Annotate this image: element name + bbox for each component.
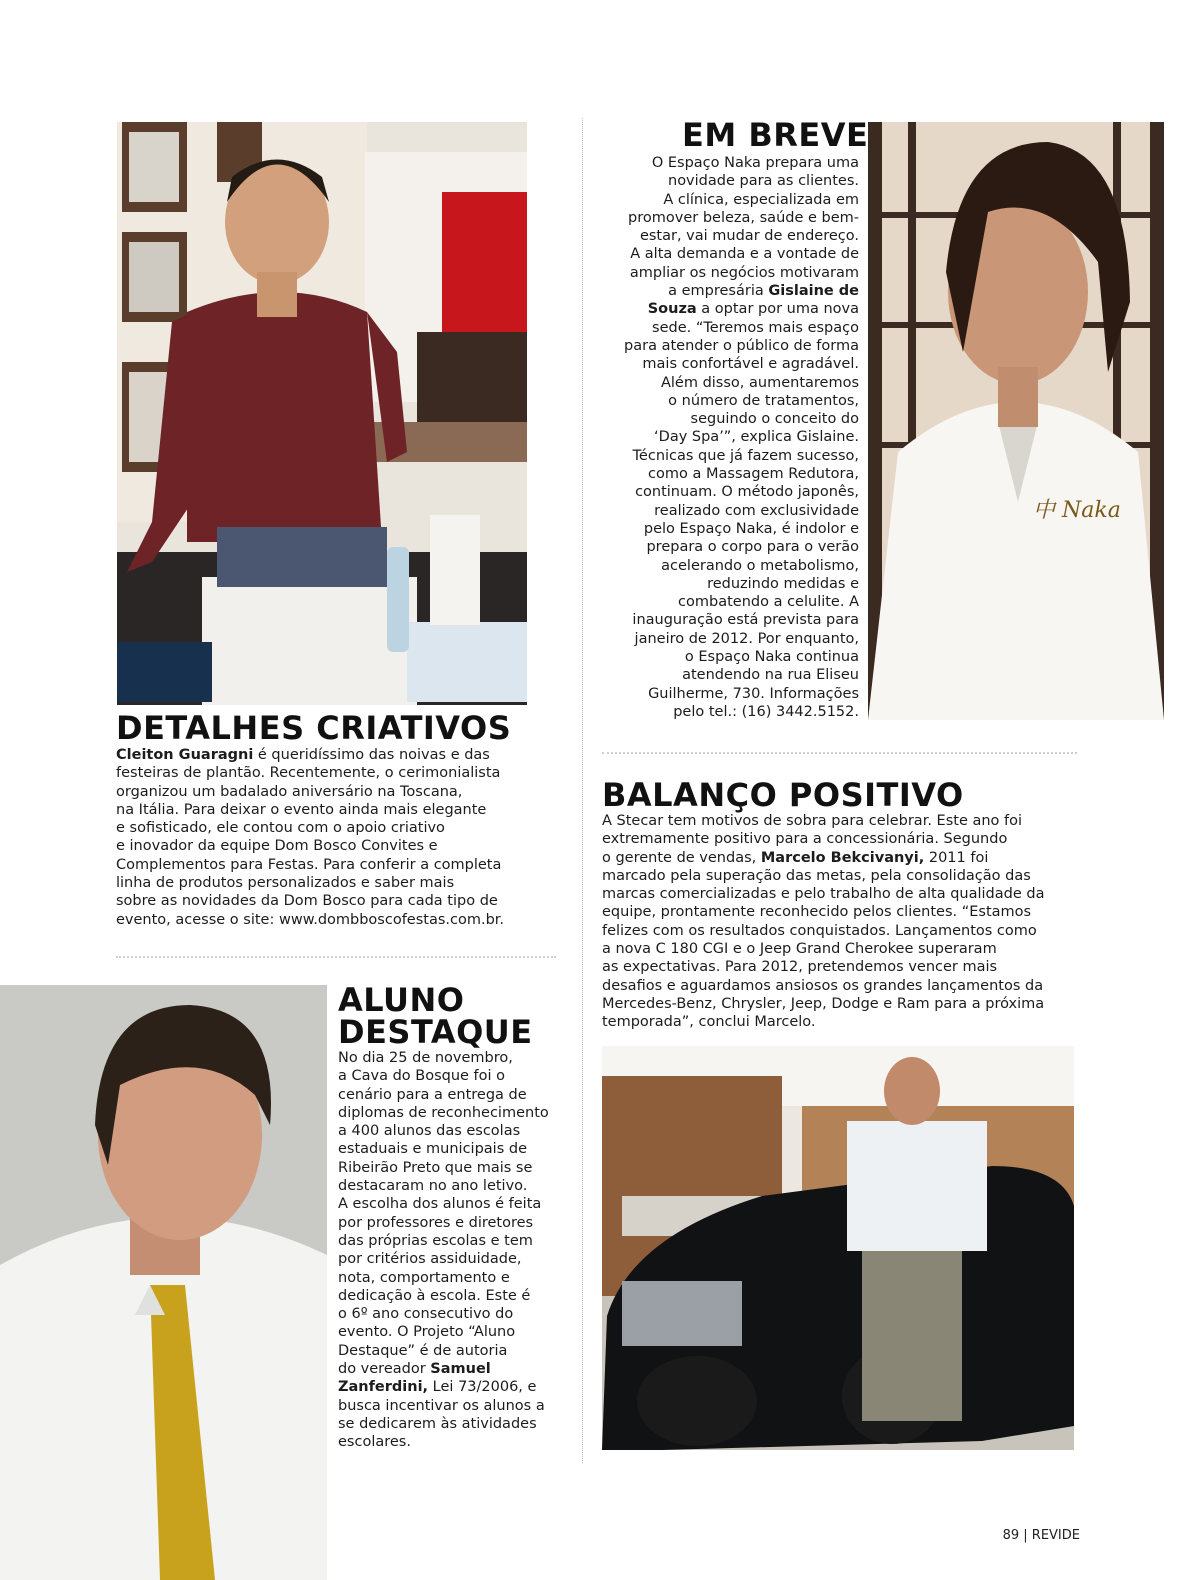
section-divider bbox=[602, 752, 1077, 754]
text-line bbox=[602, 922, 1044, 940]
text-segment: 2011 foi bbox=[924, 849, 989, 866]
text-segment: novidade para as clientes. bbox=[668, 173, 859, 190]
photo-gislaine-de-souza bbox=[868, 122, 1164, 720]
text-line bbox=[602, 958, 1044, 976]
bold-name: Zanferdini, bbox=[338, 1379, 429, 1396]
text-line bbox=[338, 1195, 549, 1213]
text-line bbox=[624, 502, 859, 520]
text-segment: Complementos para Festas. Para conferir a completa bbox=[116, 856, 502, 873]
text-line bbox=[338, 1214, 549, 1232]
text-line bbox=[338, 1323, 549, 1341]
text-segment: o Espaço Naka continua bbox=[684, 649, 859, 666]
photo-marcelo-bekcivanyi bbox=[602, 1046, 1074, 1450]
page-footer bbox=[1003, 1528, 1080, 1543]
page-number: 89 bbox=[1002, 1528, 1020, 1543]
text-segment: Além disso, aumentaremos bbox=[660, 374, 859, 391]
text-line bbox=[116, 746, 504, 764]
text-segment: Mercedes-Benz, Chrysler, Jeep, Dodge e Ram para a próxima bbox=[602, 995, 1045, 1012]
text-line bbox=[338, 1086, 549, 1104]
text-line bbox=[624, 630, 859, 648]
text-segment: a optar por uma nova bbox=[696, 301, 859, 318]
section-divider bbox=[116, 956, 556, 958]
text-line bbox=[338, 1305, 549, 1323]
text-segment: combatendo a celulite. A bbox=[678, 594, 859, 611]
text-segment: o número de tratamentos, bbox=[668, 392, 859, 409]
text-segment: escolares. bbox=[338, 1434, 411, 1451]
text-line bbox=[338, 1287, 549, 1305]
text-line bbox=[624, 319, 859, 337]
text-line bbox=[116, 783, 504, 801]
text-segment: O Espaço Naka prepara uma bbox=[651, 155, 859, 171]
text-segment: ‘Day Spa’”, explica Gislaine. bbox=[654, 429, 859, 446]
text-line bbox=[624, 685, 859, 703]
column-divider bbox=[582, 118, 583, 1463]
text-segment: seguindo o conceito do bbox=[690, 411, 859, 428]
text-line bbox=[624, 172, 859, 190]
text-segment: festeiras de plantão. Recentemente, o cerimonialista bbox=[116, 765, 501, 782]
text-line bbox=[116, 874, 504, 892]
text-segment: reduzindo medidas e bbox=[707, 575, 859, 592]
text-segment: promover beleza, saúde e bem- bbox=[628, 209, 859, 226]
text-line bbox=[624, 666, 859, 684]
text-line bbox=[624, 648, 859, 666]
text-segment: ampliar os negócios motivaram bbox=[629, 264, 859, 281]
text-segment: evento. O Projeto “Aluno bbox=[338, 1324, 516, 1341]
text-line bbox=[624, 575, 859, 593]
text-segment: pelo Espaço Naka, é indolor e bbox=[643, 520, 859, 537]
text-line bbox=[116, 764, 504, 782]
bold-name: Samuel bbox=[430, 1361, 491, 1378]
headline-detalhes-criativos: DETALHES CRIATIVOS bbox=[116, 709, 512, 747]
text-segment: busca incentivar os alunos a bbox=[338, 1397, 545, 1414]
article-aluno-body bbox=[338, 1049, 549, 1452]
text-segment: felizes com os resultados conquistados. Lançamentos como bbox=[602, 922, 1037, 939]
text-line bbox=[624, 209, 859, 227]
headline-line: ALUNO bbox=[338, 981, 465, 1019]
text-segment: Ribeirão Preto que mais se bbox=[338, 1159, 533, 1176]
text-line bbox=[116, 837, 504, 855]
text-line bbox=[338, 1049, 549, 1067]
text-line bbox=[116, 911, 504, 929]
headline-balanco-positivo: BALANÇO POSITIVO bbox=[602, 776, 964, 814]
text-line bbox=[624, 264, 859, 282]
text-line bbox=[338, 1122, 549, 1140]
text-segment: se dedicarem às atividades bbox=[338, 1415, 537, 1432]
text-segment: o 6º ano consecutivo do bbox=[338, 1306, 514, 1323]
text-segment: para atender o público de forma bbox=[624, 337, 859, 354]
article-detalhes-body bbox=[116, 746, 504, 929]
text-segment: na Itália. Para deixar o evento ainda mais elegante bbox=[116, 801, 487, 818]
text-line bbox=[602, 849, 1044, 867]
text-line bbox=[624, 538, 859, 556]
text-line bbox=[338, 1269, 549, 1287]
headline-aluno-destaque bbox=[338, 981, 533, 1051]
text-segment: Destaque” é de autoria bbox=[338, 1342, 508, 1359]
text-segment: diplomas de reconhecimento bbox=[338, 1104, 549, 1121]
text-line bbox=[116, 856, 504, 874]
text-segment: a 400 alunos das escolas bbox=[338, 1123, 521, 1140]
text-line bbox=[338, 1159, 549, 1177]
text-segment: equipe, prontamente reconhecido pelos clientes. “Estamos bbox=[602, 904, 1032, 921]
text-line bbox=[624, 465, 859, 483]
footer-separator: | bbox=[1023, 1528, 1028, 1543]
text-segment: desafios e aguardamos ansiosos os grandes lançamentos da bbox=[602, 977, 1044, 994]
text-segment: do vereador bbox=[338, 1361, 431, 1378]
text-line bbox=[602, 995, 1044, 1013]
text-line bbox=[602, 830, 1044, 848]
text-segment: temporada”, conclui Marcelo. bbox=[602, 1014, 816, 1031]
text-segment: atendendo na rua Eliseu bbox=[682, 667, 859, 684]
text-line bbox=[624, 337, 859, 355]
text-segment: Técnicas que já fazem sucesso, bbox=[632, 447, 859, 464]
text-segment: A alta demanda e a vontade de bbox=[630, 246, 859, 263]
article-balanco-body bbox=[602, 812, 1044, 1032]
text-line bbox=[624, 447, 859, 465]
article-em-breve-body bbox=[624, 154, 859, 721]
text-segment: Guilherme, 730. Informações bbox=[648, 685, 859, 702]
text-line bbox=[624, 300, 859, 318]
text-segment: é queridíssimo das noivas e das bbox=[253, 747, 490, 763]
text-segment: organizou um badalado aniversário na Toscana, bbox=[116, 783, 463, 800]
text-segment: a empresária bbox=[668, 283, 769, 300]
text-segment: estar, vai mudar de endereço. bbox=[639, 228, 859, 245]
text-line bbox=[602, 940, 1044, 958]
text-line bbox=[624, 520, 859, 538]
text-line bbox=[624, 410, 859, 428]
text-line bbox=[116, 801, 504, 819]
bold-name: Souza bbox=[647, 301, 697, 318]
text-segment: o gerente de vendas, bbox=[602, 849, 761, 866]
text-line bbox=[602, 903, 1044, 921]
text-line bbox=[602, 977, 1044, 995]
text-segment: evento, acesse o site: www.dombboscofestas.com.br. bbox=[116, 911, 505, 928]
text-segment: acelerando o metabolismo, bbox=[661, 557, 859, 574]
headline-line: DESTAQUE bbox=[338, 1013, 533, 1051]
text-line bbox=[116, 819, 504, 837]
headline-em-breve: EM BREVE bbox=[682, 116, 869, 154]
text-line bbox=[624, 611, 859, 629]
text-line bbox=[624, 703, 859, 721]
magazine-name: REVIDE bbox=[1031, 1528, 1080, 1543]
text-segment: dedicação à escola. Este é bbox=[338, 1287, 531, 1304]
text-line bbox=[338, 1250, 549, 1268]
text-segment: e inovador da equipe Dom Bosco Convites e bbox=[116, 838, 438, 855]
text-line bbox=[338, 1433, 549, 1451]
text-line bbox=[602, 1013, 1044, 1031]
text-line bbox=[624, 593, 859, 611]
text-segment: A clínica, especializada em bbox=[663, 191, 859, 208]
text-line bbox=[338, 1378, 549, 1396]
text-line bbox=[624, 392, 859, 410]
text-segment: sede. “Teremos mais espaço bbox=[652, 319, 859, 336]
text-segment: pelo tel.: (16) 3442.5152. bbox=[673, 703, 859, 720]
text-segment: e sofisticado, ele contou com o apoio criativo bbox=[116, 820, 445, 837]
text-line bbox=[338, 1177, 549, 1195]
text-line bbox=[338, 1342, 549, 1360]
text-line bbox=[602, 867, 1044, 885]
text-line bbox=[338, 1360, 549, 1378]
text-segment: estaduais e municipais de bbox=[338, 1141, 527, 1158]
text-line bbox=[624, 282, 859, 300]
text-segment: prepara o corpo para o verão bbox=[646, 539, 859, 556]
text-segment: linha de produtos personalizados e saber mais bbox=[116, 875, 455, 892]
text-line bbox=[624, 374, 859, 392]
naka-logo: 中 Naka bbox=[1033, 498, 1121, 523]
text-line bbox=[338, 1397, 549, 1415]
text-line bbox=[338, 1232, 549, 1250]
bold-name: Cleiton Guaragni bbox=[116, 747, 254, 763]
text-segment: marcas comercializadas e pelo trabalho de alta qualidade da bbox=[602, 886, 1045, 903]
text-line bbox=[602, 885, 1044, 903]
text-segment: janeiro de 2012. Por enquanto, bbox=[634, 630, 859, 647]
text-segment: nota, comportamento e bbox=[338, 1269, 510, 1286]
text-segment: cenário para a entrega de bbox=[338, 1086, 527, 1103]
text-segment: das próprias escolas e tem bbox=[338, 1232, 533, 1249]
text-segment: marcado pela superação das metas, pela consolidação das bbox=[602, 867, 1031, 884]
text-line bbox=[338, 1104, 549, 1122]
text-segment: realizado com exclusividade bbox=[654, 502, 859, 519]
bold-name: Gislaine de bbox=[768, 283, 859, 300]
text-line bbox=[624, 227, 859, 245]
text-line bbox=[338, 1140, 549, 1158]
text-segment: extremamente positivo para a concessionária. Segundo bbox=[602, 831, 1008, 848]
text-segment: A escolha dos alunos é feita bbox=[338, 1196, 542, 1213]
text-line bbox=[624, 191, 859, 209]
text-segment: como a Massagem Redutora, bbox=[648, 466, 859, 483]
text-segment: sobre as novidades da Dom Bosco para cada tipo de bbox=[116, 893, 498, 910]
text-line bbox=[624, 154, 859, 172]
text-segment: Lei 73/2006, e bbox=[428, 1379, 537, 1396]
text-line bbox=[338, 1067, 549, 1085]
photo-samuel-zanferdini bbox=[0, 985, 327, 1580]
text-segment: continuam. O método japonês, bbox=[635, 484, 859, 501]
bold-name: Marcelo Bekcivanyi, bbox=[760, 849, 925, 866]
text-segment: A Stecar tem motivos de sobra para celebrar. Este ano foi bbox=[602, 813, 1023, 829]
text-line bbox=[624, 245, 859, 263]
text-line bbox=[338, 1415, 549, 1433]
text-line bbox=[116, 892, 504, 910]
text-segment: por critérios assiduidade, bbox=[338, 1251, 522, 1268]
text-line bbox=[624, 557, 859, 575]
text-segment: inauguração está prevista para bbox=[632, 612, 859, 629]
text-segment: as expectativas. Para 2012, pretendemos vencer mais bbox=[602, 959, 998, 976]
photo-cleiton-guaragni bbox=[117, 122, 527, 705]
text-segment: a Cava do Bosque foi o bbox=[338, 1068, 506, 1085]
text-line bbox=[624, 355, 859, 373]
text-segment: por professores e diretores bbox=[338, 1214, 534, 1231]
text-segment: No dia 25 de novembro, bbox=[338, 1050, 513, 1066]
text-segment: a nova C 180 CGI e o Jeep Grand Cherokee superaram bbox=[602, 941, 997, 958]
text-segment: destacaram no ano letivo. bbox=[338, 1178, 528, 1195]
text-line bbox=[624, 428, 859, 446]
text-line bbox=[624, 483, 859, 501]
text-line bbox=[602, 812, 1044, 830]
text-segment: mais confortável e agradável. bbox=[642, 356, 859, 373]
